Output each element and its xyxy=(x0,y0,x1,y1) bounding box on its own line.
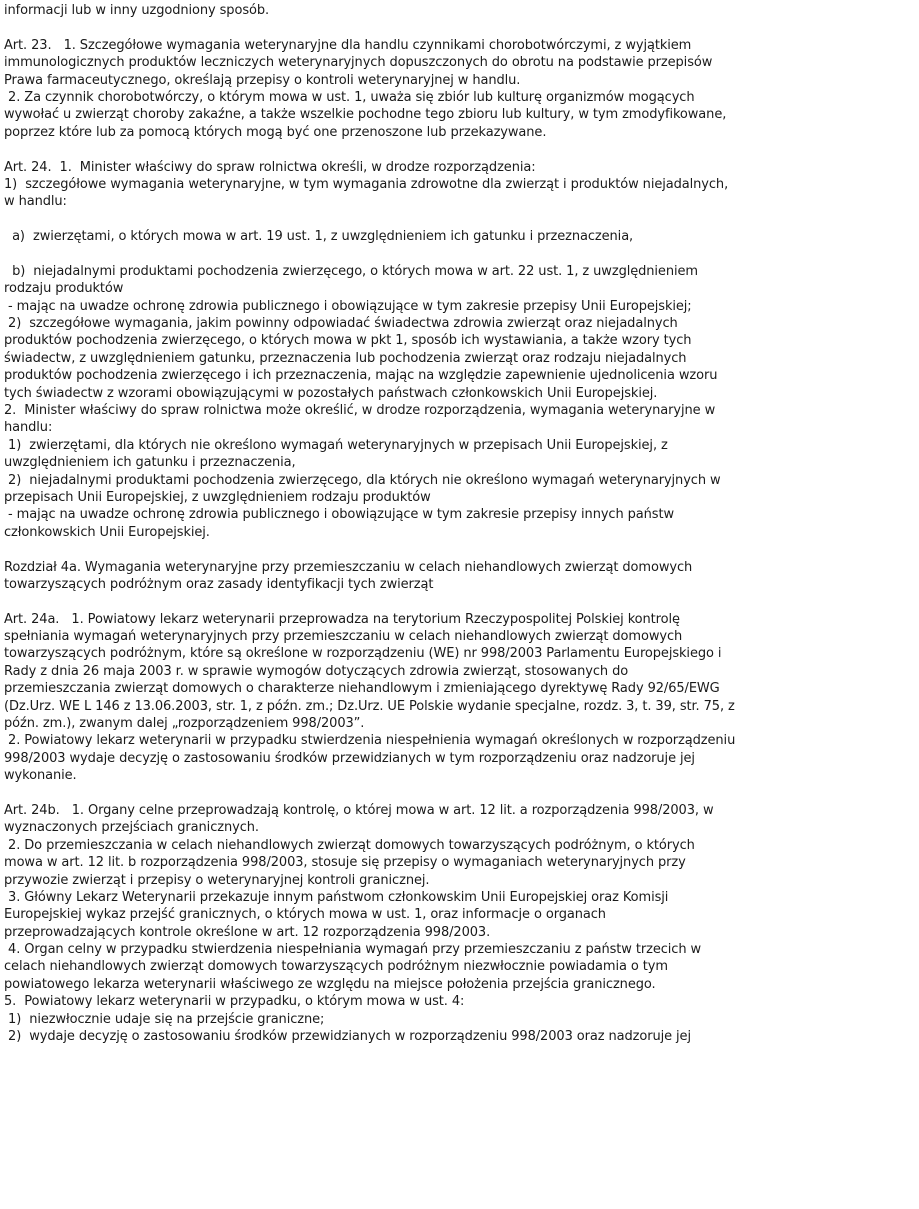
text-line: wyznaczonych przejściach granicznych. xyxy=(4,820,259,836)
text-line: późn. zm.), zwanym dalej „rozporządzeniem 998/2003”. xyxy=(4,716,365,732)
text-line: 1) zwierzętami, dla których nie określono wymagań weterynaryjnych w przepisach Unii Europejskiej, z xyxy=(4,437,668,453)
text-line: przeprowadzających kontrole określone w art. 12 rozporządzenia 998/2003. xyxy=(4,924,491,940)
text-line: 2. Do przemieszczania w celach niehandlowych zwierząt domowych towarzyszących podróżnym, o których xyxy=(4,837,695,853)
text-line: handlu: xyxy=(4,420,53,436)
text-line: spełniania wymagań weterynaryjnych przy przemieszczaniu w celach niehandlowych zwierząt domowych xyxy=(4,629,683,645)
text-line: - mając na uwadze ochronę zdrowia publicznego i obowiązujące w tym zakresie przepisy innych państw xyxy=(4,507,675,523)
text-line: 2. Minister właściwy do spraw rolnictwa może określić, w drodze rozporządzenia, wymagania weterynaryjne w xyxy=(4,402,716,418)
text-line: 1) niezwłocznie udaje się na przejście graniczne; xyxy=(4,1011,325,1027)
text-line: 4. Organ celny w przypadku stwierdzenia niespełniania wymagań przy przemieszczaniu z państw trzecich w xyxy=(4,942,702,958)
text-line: immunologicznych produktów leczniczych weterynaryjnych dopuszczonych do obrotu na podstawie przepisów xyxy=(4,55,713,71)
text-line: produktów pochodzenia zwierzęcego, o których mowa w pkt 1, sposób ich wystawiania, a także wzory tych xyxy=(4,333,692,349)
text-line: Prawa farmaceutycznego, określają przepisy o kontroli weterynaryjnej w handlu. xyxy=(4,72,521,88)
text-line: Art. 24a. 1. Powiatowy lekarz weterynarii przeprowadza na terytorium Rzeczypospolitej Polskiej kontrolę xyxy=(4,611,680,627)
blank-line xyxy=(4,211,916,228)
text-line: wywołać u zwierząt choroby zakaźne, a także wszelkie pochodne tego zbioru lub kultury, w tym zmodyfikowane, xyxy=(4,107,727,123)
text-line: 2) wydaje decyzję o zastosowaniu środków przewidzianych w rozporządzeniu 998/2003 oraz nadzoruje jej xyxy=(4,1029,691,1045)
text-line: 2) niejadalnymi produktami pochodzenia zwierzęcego, dla których nie określono wymagań weterynaryjnych w xyxy=(4,472,721,488)
text-line: poprzez które lub za pomocą których mogą być one przenoszone lub przekazywane. xyxy=(4,124,547,140)
text-line: 998/2003 wydaje decyzję o zastosowaniu środków przewidzianych w tym rozporządzeniu oraz nadzoruje jej xyxy=(4,750,695,766)
text-line: 2. Powiatowy lekarz weterynarii w przypadku stwierdzenia niespełnienia wymagań określonych w rozporządzeniu xyxy=(4,733,736,749)
text-line: Art. 24. 1. Minister właściwy do spraw rolnictwa określi, w drodze rozporządzenia: xyxy=(4,159,536,175)
text-line: członkowskich Unii Europejskiej. xyxy=(4,524,210,540)
text-line: informacji lub w inny uzgodniony sposób. xyxy=(4,3,270,18)
text-line: przywozie zwierząt i przepisy o weterynaryjnej kontroli granicznej. xyxy=(4,872,430,888)
text-line: przepisach Unii Europejskiej, z uwzględnieniem rodzaju produktów xyxy=(4,489,431,505)
text-line: produktów pochodzenia zwierzęcego i ich przeznaczenia, mając na względzie zapewnienie ujednolicenia wzoru xyxy=(4,368,718,384)
text-line: świadectw, z uwzględnieniem gatunku, przeznaczenia lub pochodzenia zwierząt oraz rodzaju niejadalnych xyxy=(4,350,687,366)
text-line: rodzaju produktów xyxy=(4,281,124,297)
text-line: towarzyszących podróżnym, które są określone w rozporządzeniu (WE) nr 998/2003 Parlamentu Europejskiego i xyxy=(4,646,722,662)
text-line: 2. Za czynnik chorobotwórczy, o którym mowa w ust. 1, uważa się zbiór lub kulturę organizmów mogących xyxy=(4,89,695,105)
text-line: Rady z dnia 26 maja 2003 r. w sprawie wymogów dotyczących zdrowia zwierząt, stosowanych do xyxy=(4,663,629,679)
text-line: uwzględnieniem ich gatunku i przeznaczenia, xyxy=(4,455,296,471)
text-line: tych świadectw z wzorami obowiązującymi w pozostałych państwach członkowskich Unii Europejskiej. xyxy=(4,385,658,401)
blank-line xyxy=(4,141,916,158)
text-line: 2) szczegółowe wymagania, jakim powinny odpowiadać świadectwa zdrowia zwierząt oraz niejadalnych xyxy=(4,316,678,332)
blank-line xyxy=(4,245,916,262)
document-body xyxy=(4,2,916,1045)
text-line: mowa w art. 12 lit. b rozporządzenia 998/2003, stosuje się przepisy o wymaganiach weterynaryjnych przy xyxy=(4,855,686,871)
blank-line xyxy=(4,19,916,36)
text-line: powiatowego lekarza weterynarii właściwego ze względu na miejsce położenia przejścia granicznego. xyxy=(4,976,656,992)
text-line: Europejskiej wykaz przejść granicznych, o których mowa w ust. 1, oraz informacje o organach xyxy=(4,907,606,923)
blank-line xyxy=(4,593,916,610)
text-line: 1) szczegółowe wymagania weterynaryjne, w tym wymagania zdrowotne dla zwierząt i produktów niejadalnych, xyxy=(4,176,729,192)
text-line: w handlu: xyxy=(4,194,67,210)
text-line: Art. 23. 1. Szczegółowe wymagania weterynaryjne dla handlu czynnikami chorobotwórczymi, z wyjątkiem xyxy=(4,37,692,53)
text-line: 3. Główny Lekarz Weterynarii przekazuje innym państwom członkowskim Unii Europejskiej oraz Komisji xyxy=(4,889,669,905)
text-line: przemieszczania zwierząt domowych o charakterze niehandlowym i zmieniającego dyrektywę Rady 92/65/EWG xyxy=(4,681,720,697)
blank-line xyxy=(4,785,916,802)
text-line: (Dz.Urz. WE L 146 z 13.06.2003, str. 1, z późn. zm.; Dz.Urz. UE Polskie wydanie specjalne, rozdz. 3, t. 39, str. 75, z xyxy=(4,698,735,714)
blank-line xyxy=(4,541,916,558)
text-line: - mając na uwadze ochronę zdrowia publicznego i obowiązujące w tym zakresie przepisy Unii Europejskiej; xyxy=(4,298,692,314)
text-line: a) zwierzętami, o których mowa w art. 19 ust. 1, z uwzględnieniem ich gatunku i przeznaczenia, xyxy=(4,229,634,245)
text-line: 5. Powiatowy lekarz weterynarii w przypadku, o którym mowa w ust. 4: xyxy=(4,994,465,1010)
text-line: towarzyszących podróżnym oraz zasady identyfikacji tych zwierząt xyxy=(4,576,434,592)
text-line: celach niehandlowych zwierząt domowych towarzyszących podróżnym niezwłocznie powiadamia o tym xyxy=(4,959,668,975)
text-line: Rozdział 4a. Wymagania weterynaryjne przy przemieszczaniu w celach niehandlowych zwierząt domowych xyxy=(4,559,693,575)
text-line: Art. 24b. 1. Organy celne przeprowadzają kontrolę, o której mowa w art. 12 lit. a rozporządzenia 998/2003, w xyxy=(4,802,714,818)
text-line: wykonanie. xyxy=(4,768,77,784)
text-line: b) niejadalnymi produktami pochodzenia zwierzęcego, o których mowa w art. 22 ust. 1, z uwzględnieniem xyxy=(4,263,698,279)
